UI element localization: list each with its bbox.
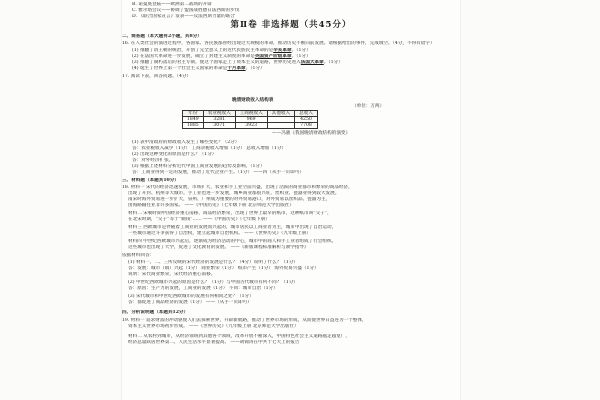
finance-table [182, 110, 318, 129]
q18-line: 材料三 西欧城市是伴随着工商业的发展而兴起的，城市居民以工商业者为主，城市中出现了自治运动， [128, 225, 337, 230]
header-total: 总收入 [295, 111, 318, 117]
q16-stem: 16. 在人类社会的演进过程中，各国家、各民族都曾经出现过大规模的革命，推动历史不断向前发展。请根据给出的事件，完成填空。（4分，不得有错字） [122, 41, 435, 46]
q17-part-3: (3) 根据上述材料分析近代中国工商业发展的趋势及影响。（1分） [132, 164, 265, 169]
q17-answer-2: 答：对外经济扩张。 [132, 158, 174, 163]
q18-line: 材料二 宋朝时期中国经济重心南移，商品经济繁荣，出现了世界上最早的纸币，这种纸币叫“交子”， [128, 211, 332, 216]
table-row: 1885 3071 3923 7708 [183, 123, 318, 129]
table-title: 晚清财政收入结构表 [232, 98, 274, 103]
q18-line: (1) 材料一、二、三所反映的宋代经济的发展是什么？（4分）说明了什么？（1分） [128, 260, 299, 265]
q18-line: 由海路输往亚非许多国家。 ——《中国历史》（七年级下册 北京师范大学出版社） [128, 203, 294, 208]
q16-answer-2: 英国资产阶级革命 [254, 54, 292, 59]
q16-line-4: (4) 诞生了世界上第一个社会主义国家的革命是十月革命。（1分） [132, 66, 265, 71]
q18-line: 答：都促进了商品经济的发展（1分） ——（从手一页即可） [128, 300, 252, 305]
q18-line: 材料四 中世纪西欧城市兴起后，逐渐成为经济活动的中心，城市中的商人和手工业者组成了行会组织。 [128, 239, 337, 244]
q18-line: (2) 中世纪西欧城市兴起的原因是什么？（1分）与中国古代城市有何不同？（1分） [128, 280, 299, 285]
exam-sheet [122, 0, 460, 400]
q18-line: 出现了开封、杭州等大城市。手工业也进一步发展，城乡商业都很兴旺，丝织业、瓷器业得到较大发展。 [128, 191, 340, 196]
q18-line: 南宋时海外贸易进一步扩大，泉州、广州成为重要的对外贸易港口，对外贸易以丝织品、瓷器为主， [128, 197, 331, 202]
q17-answer-1: 答：农业税收入减少（1分） 工商杂税收入增加（1分） 总收入增加（1分） [132, 146, 287, 151]
analysis-heading: 四、分析说明题（本题共12分） [122, 310, 189, 315]
q17-part-2: (2) 出现这种变化的原因是什么？（1分） [132, 152, 217, 157]
q16-line-3: (3) 推翻了腐朽落后的君主专制，使这个国家走上了资本主义的道路，世界历史进入法国大革命。（1分） [132, 60, 343, 65]
q18-line: 18. 材料一 宋代的经济迅速发展，市场扩大，农业和手工业空前兴盛，出现了活跃的商业都市和繁荣的商品经济， [122, 185, 353, 190]
q19-line: 19. 材料一 追求财富的冲动驱使人们去探索世界，开辟新航路，推动了世界市场的形成，从而使世界日益连为一个整体， [122, 318, 367, 323]
q16-answer-4: 十月革命 [227, 66, 246, 71]
option-b: B. 诺曼底登陆——欧洲第二战场的开辟 [132, 2, 212, 7]
q16-answer-1: 辛亥革命 [273, 48, 292, 53]
q18-line: 这些城市也出现了大学，促进了文化教育的发展。 ——《新版课程标准解析与教学指导》 [128, 245, 309, 250]
table-source: ——冯骏《我国晚清财政结构的演变》 [272, 131, 351, 136]
short-answer-heading: 二、简答题（本大题有2小题，共8分） [122, 34, 202, 39]
q19-line: 经济总量跃居世界第二，人民生活水平显著提高。 ——胡锦涛在中共十七大上的报告 [128, 340, 300, 345]
q18-line: (3) 宋代城市和中世纪西欧城市的发展有何相同之处？（1分） [128, 294, 254, 299]
q17-answer-3: 答：工商业得到一定的发展，推动了近代企业产生。（1分） ——四（从手一页即可） [132, 170, 305, 175]
q18-line: 在北宋时期，“交子”等于“铜钱”…… ——《中国历史》（七年级下册） [128, 217, 270, 222]
option-c: C. 雅尔塔会议——协调了盟国战胜德日法西斯的步伐 [132, 8, 240, 13]
q16-line-2: (2) 在法国大革命进一步发展，确立了封建主义制度的革命是英国资产阶级革命。（1分） [132, 54, 311, 59]
q16-line-1: (1) 推翻了清王朝的统治，开创了完全意义上的近代民族民主革命的是辛亥革命。（1分） [132, 48, 311, 53]
material-heading: 三、材料题（本题共10分） [122, 178, 179, 183]
q18-line: 答：发展：城市（镇）兴起（1分） 商业繁荣（1分） 纸币产生（1分） 海外贸易兴盛（1分） [128, 266, 319, 271]
q18-line: 一些城市通过斗争获得了自治权，建立起城市自治机构。 ——《世界历史》（九年级上册） [128, 231, 311, 236]
option-d: D. 《联合国家宣言》发表——反法西斯力量的联合 [132, 14, 235, 19]
header-other: 其他收入 [267, 111, 294, 117]
table-row: 1849 3281 969 4250 [183, 117, 318, 123]
table-unit: （单位：万两） [352, 104, 385, 109]
q18-line: 说明：宋代商业繁荣，宋代经济重心南移。 [128, 272, 216, 277]
q19-line: 资本主义世界市场初步形成。 ——《世界历史》（九年级上册 北京师范大学出版社） [128, 324, 299, 329]
q18-line: 依据材料回答： [122, 253, 155, 258]
header-commerce: 工商税收入 [235, 111, 267, 117]
header-year: 年份 [183, 111, 204, 117]
section-title: 第Ⅱ卷 非选择题（共45分） [230, 20, 352, 30]
header-agri: 农业税收入 [203, 111, 235, 117]
q19-line: 材料二 从农村到城市，从经济领域到其他各个领域，改革开放不断深入，中国特色社会主义道路越走越宽广， [128, 334, 350, 339]
q17-stem: 17. 阅读下表，回答问题。（4分） [122, 74, 192, 79]
q18-line: 答：原因：生产力的发展，工商业的发展（1分） 不同：城市自治（1分） [128, 286, 278, 291]
q17-part-1: (1) 表中清政府的财政收入发生了哪些变化？（2分） [132, 140, 240, 145]
q16-answer-3: 法国大革命 [300, 60, 324, 65]
